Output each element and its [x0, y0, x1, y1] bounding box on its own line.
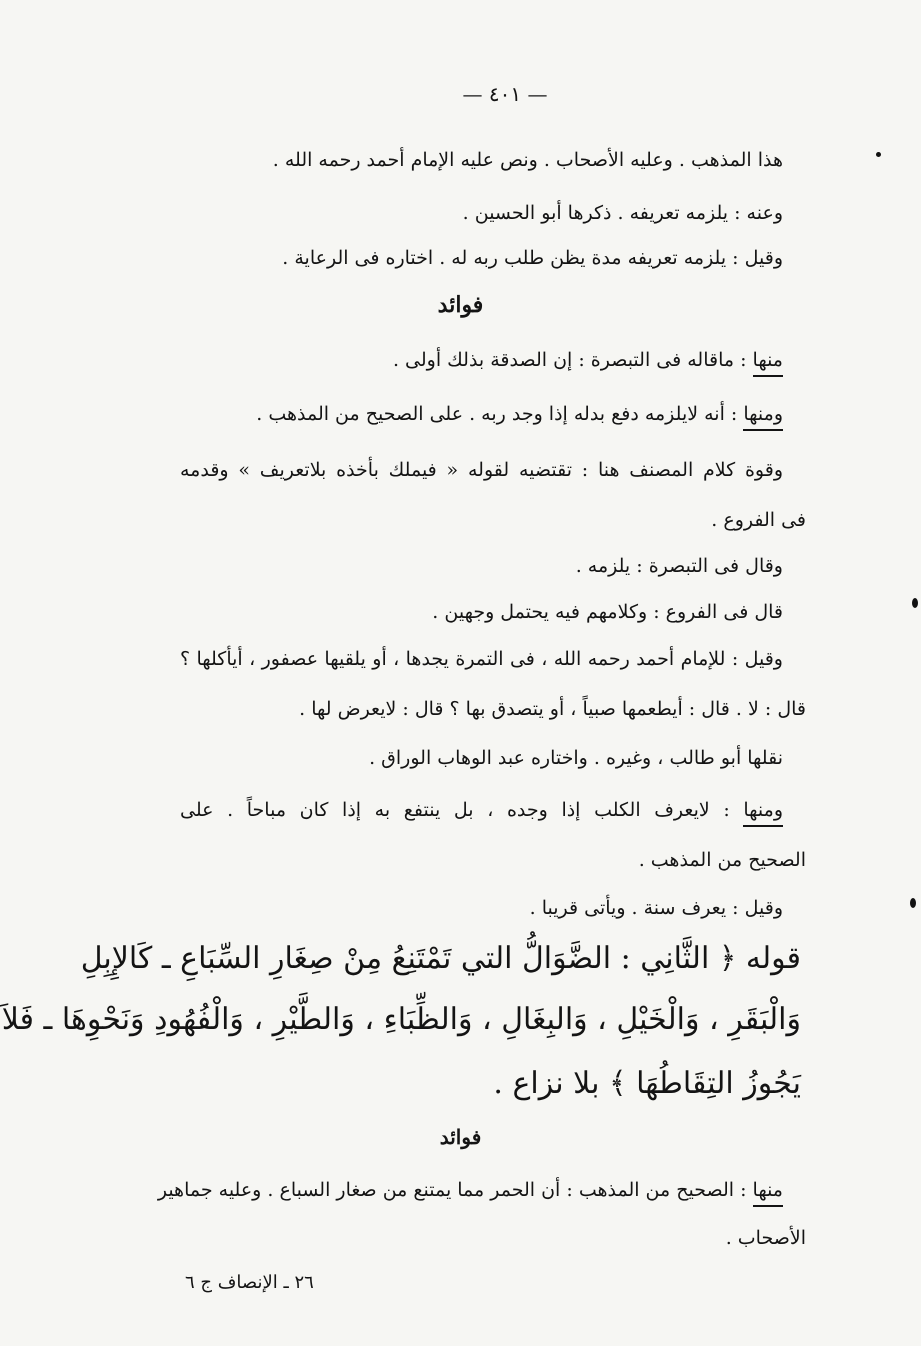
page-number: — ٤٠١ — [462, 82, 548, 106]
benefit-text: : ماقاله فى التبصرة : إن الصدقة بذلك أولى . [392, 349, 753, 371]
benefit-text: : لايعرف الكلب إذا وجده ، بل ينتفع به إذا كان مباحاً . على [180, 799, 744, 821]
section-heading: فوائد [437, 292, 484, 318]
benefit-line [180, 796, 783, 824]
quote-line: يَجُوزُ التِقَاطُهَا ﴾ بلا نزاع . [493, 1066, 801, 1101]
text-line: وقوة كلام المصنف هنا : تقتضيه لقوله « فيملك بأخذه بلاتعريف » وقدمه [180, 459, 783, 481]
scan-speck [876, 152, 881, 157]
text-line: وقيل : يلزمه تعريفه مدة يظن طلب ربه له . اختاره فى الرعاية . [282, 247, 783, 269]
benefit-lead: ومنها [743, 799, 783, 827]
text-line: قال فى الفروع : وكلامهم فيه يحتمل وجهين . [432, 601, 783, 623]
page-footer: ٢٦ ـ الإنصاف ج ٦ [185, 1272, 314, 1293]
benefit-line [393, 346, 783, 374]
benefit-text: : الصحيح من المذهب : أن الحمر مما يمتنع من صغار السباع . وعليه جماهير [157, 1179, 753, 1201]
section-heading: فوائد [439, 1125, 482, 1149]
text-line: وقيل : يعرف سنة . ويأتى قريبا . [529, 897, 783, 919]
benefit-text: : أنه لايلزمه دفع بدله إذا وجد ربه . على الصحيح من المذهب . [256, 403, 744, 425]
quote-line: قوله ﴿ الثَّانِي : الضَّوَالُّ التي تَمْتَنِعُ مِنْ صِغَارِ السِّبَاعِ ـ كَالإِبِلِ [80, 941, 801, 976]
benefit-line [157, 1176, 783, 1204]
scan-speck [912, 598, 918, 608]
text-line: الأصحاب . [725, 1227, 806, 1249]
text-line: وقيل : للإمام أحمد رحمه الله ، فى التمرة يجدها ، أو يلقيها عصفور ، أيأكلها ؟ [180, 648, 783, 670]
text-line: وعنه : يلزمه تعريفه . ذكرها أبو الحسين . [462, 202, 783, 224]
scan-speck [910, 898, 916, 908]
benefit-line [256, 400, 783, 428]
text-line: قال : لا . قال : أيطعمها صبياً ، أو يتصدق بها ؟ قال : لايعرض لها . [299, 698, 806, 720]
text-line: فى الفروع . [711, 509, 806, 531]
benefit-lead: منها [753, 1179, 783, 1207]
quote-line: وَالْبَقَرِ ، وَالْخَيْلِ ، وَالبِغَالِ ، وَالظِّبَاءِ ، وَالطَّيْرِ ، وَالْفُهُودِ وَنَحْوِهَا ـ فَلاَ [1, 1002, 801, 1037]
benefit-lead: ومنها [743, 403, 783, 431]
text-line: الصحيح من المذهب . [638, 849, 806, 871]
text-line: وقال فى التبصرة : يلزمه . [575, 555, 783, 577]
benefit-lead: منها [753, 349, 783, 377]
text-line: هذا المذهب . وعليه الأصحاب . ونص عليه الإمام أحمد رحمه الله . [272, 149, 783, 171]
text-line: نقلها أبو طالب ، وغيره . واختاره عبد الوهاب الوراق . [369, 747, 783, 769]
